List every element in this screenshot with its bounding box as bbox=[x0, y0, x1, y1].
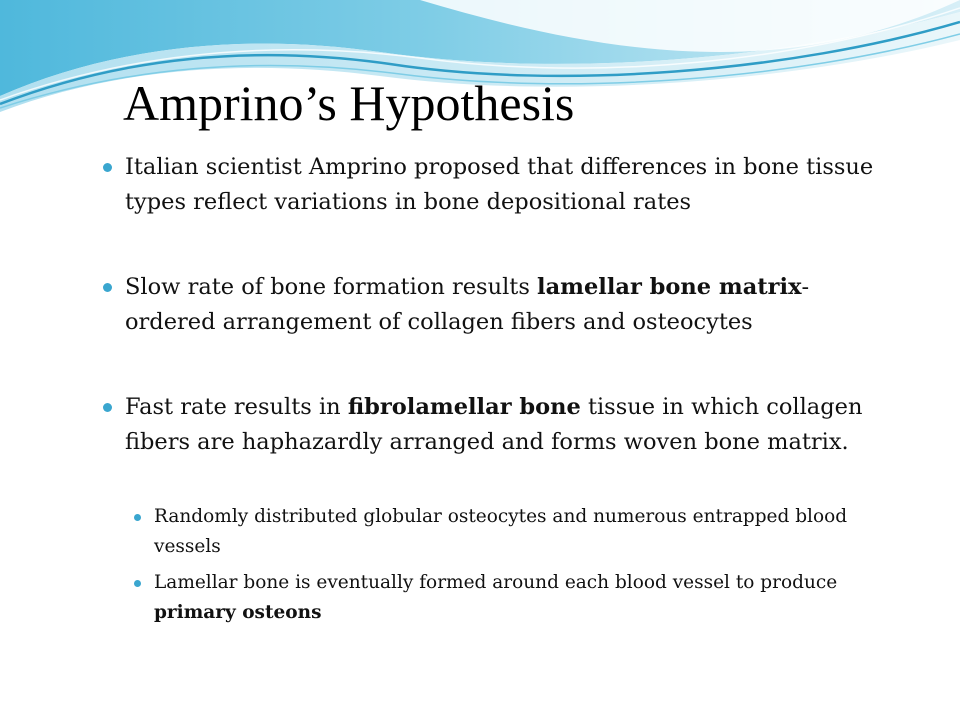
bullet-text: - ordered arrangement of collagen fibers and osteocytes bbox=[125, 274, 810, 335]
sub-bullet-dot-icon bbox=[134, 514, 141, 521]
bullet-item bbox=[125, 270, 895, 340]
sub-bullet-text: Randomly distributed globular osteocytes and numerous entrapped blood vessels bbox=[154, 506, 848, 557]
bullet-bold-term: lamellar bone matrix bbox=[537, 274, 802, 300]
sub-bullet-text: Lamellar bone is eventually formed around each blood vessel to produce bbox=[154, 572, 838, 593]
sub-bullet-item bbox=[154, 502, 914, 562]
bullet-bold-term: fibrolamellar bone bbox=[347, 394, 581, 420]
bullet-dot-icon bbox=[103, 283, 112, 292]
bullet-text: tissue in which collagen fibers are haphazardly arranged and forms woven bone matrix. bbox=[125, 394, 863, 455]
sub-bullet-dot-icon bbox=[134, 580, 141, 587]
sub-bullet-item bbox=[154, 568, 914, 628]
bullet-text: Fast rate results in bbox=[125, 394, 348, 420]
bullet-dot-icon bbox=[103, 403, 112, 412]
bullet-dot-icon bbox=[103, 163, 112, 172]
bullet-text: Slow rate of bone formation results bbox=[125, 274, 538, 300]
slide-title: Amprino’s Hypothesis bbox=[123, 75, 575, 131]
bullet-item bbox=[125, 150, 895, 220]
bullet-text: Italian scientist Amprino proposed that differences in bone tissue types reflect variations in bone depositional rates bbox=[125, 154, 874, 215]
bullet-item bbox=[125, 390, 895, 460]
sub-bullet-bold-term: primary osteons bbox=[154, 602, 322, 623]
